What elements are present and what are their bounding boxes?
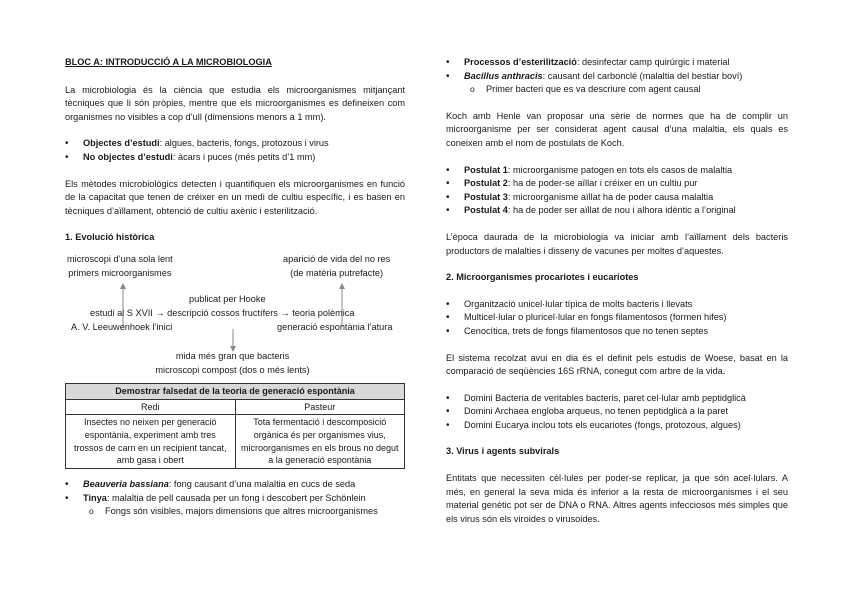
top-list bbox=[446, 56, 788, 97]
spontaneous-generation-table bbox=[65, 383, 405, 469]
virus-paragraph: Entitats que necessiten cèl·lules per poder-se replicar, ja que són acel·lulars. A més, en general la seva mida és inferior a la resta de microorganismes i el seu material genètic pot ser de DNA o RNA. Altres agents infecciosos més simples que els virus són els viroides o virusoides. bbox=[446, 473, 788, 524]
domains-list bbox=[446, 392, 788, 433]
table-caption: Demostrar falsedat de la teoria de generació espontània bbox=[66, 383, 405, 399]
diagram-node-generation-stop: generació espontània l’atura bbox=[277, 321, 393, 332]
sub-list-item: o Fongs són visibles, majors dimensions que altres microorganismes bbox=[65, 505, 405, 519]
list-item: • Processos d’esterilització: desinfectar camp quirúrgic i material bbox=[446, 56, 788, 70]
list-item: • Domini Bacteria de veritables bacteris, paret cel·lular amb peptidglicà bbox=[446, 392, 788, 406]
table-header-pasteur: Pasteur bbox=[235, 399, 405, 415]
woese-paragraph: El sistema recolzat avui en dia és el definit pels estudis de Woese, basat en la comparació de seqüències 16S rRNA, conegut com arbre de la vida. bbox=[446, 352, 788, 377]
diagram-node-spontaneous: aparició de vida del no res (de matèria putrefacte) bbox=[283, 253, 391, 278]
list-item: • Beauveria bassiana: fong causant d’una malaltia en cucs de seda bbox=[65, 478, 405, 492]
diagram-node-leeuwenhoek: A. V. Leeuwenhoek l’inici bbox=[71, 321, 173, 332]
table-cell-pasteur: Tota fermentació i descomposició orgànica és per organismes vius, microorganismes en els brous no degut a la generació espontània bbox=[235, 415, 405, 469]
list-item: • Cenocítica, trets de fongs filamentosos que no tenen septes bbox=[446, 325, 788, 339]
diagram-node-compound: mida més gran que bacteris microscopi compost (dos o més lents) bbox=[155, 350, 310, 375]
diagram-node-single-lens: microscopi d’una sola lent primers microorganismes bbox=[67, 253, 173, 278]
list-item: • Organització unicel·lular típica de molts bacteris i llevats bbox=[446, 298, 788, 312]
section-heading-virus: 3. Virus i agents subvirals bbox=[446, 446, 560, 457]
golden-age-paragraph: L’època daurada de la microbiologia va iniciar amb l’aïllament dels bacteris productors de malalties i disseny de vacunes per moltes d’aquestes. bbox=[446, 231, 788, 256]
page-title: BLOC A: INTRODUCCIÓ A LA MICROBIOLOGIA bbox=[65, 57, 272, 67]
table-header-redi: Redi bbox=[66, 399, 236, 415]
list-item: • Domini Archaea engloba arqueus, no tenen peptidglicà a la paret bbox=[446, 405, 788, 419]
objects-list bbox=[65, 137, 405, 164]
list-item: • No objectes d’estudi: àcars i puces (més petits d’1 mm) bbox=[65, 151, 405, 165]
list-item: • Objectes d’estudi: algues, bacteris, fongs, protozous i virus bbox=[65, 137, 405, 151]
diagram-node-hooke: publicat per Hooke bbox=[189, 293, 266, 304]
postulates-list bbox=[446, 164, 788, 218]
methods-paragraph: Els mètodes microbiològics detecten i quantifiquen els microorganismes en funció de la capacitat que tenen de créixer en un medi de cultiu específic, i es basen en tècniques d’aïllament, obtenció de cultiu axènic i esterilització. bbox=[65, 178, 405, 216]
history-diagram bbox=[65, 253, 405, 383]
list-item: • Postulat 2: ha de poder-se aïllar i créixer en un cultiu pur bbox=[446, 177, 788, 191]
section-heading-organisms: 2. Microorganismes procariotes i eucariotes bbox=[446, 272, 639, 283]
sub-list bbox=[65, 505, 405, 519]
bottom-list bbox=[65, 478, 405, 519]
intro-paragraph: La microbiologia és la ciència que estudia els microorganismes mitjançant tècniques que li són pròpies, mentre que els microorganismes es defineixen com organismes no visibles a cop d’ull (dimensions menors a 1 mm). bbox=[65, 84, 405, 122]
list-item: • Tinya: malaltia de pell causada per un fong i descobert per Schönlein o Fongs són visibles, majors dimensions que altres microorganismes bbox=[65, 492, 405, 519]
organisms-list bbox=[446, 298, 788, 339]
table-cell-redi: Insectes no neixen per generació espontània, experiment amb tres trossos de carn en un recipient tancat, amb gasa i obert bbox=[66, 415, 236, 469]
diagram-main-line: estudi al S XVII → descripció cossos fructífers → teoria polèmica bbox=[90, 307, 355, 318]
right-column bbox=[446, 56, 788, 526]
section-heading-history: 1. Evolució històrica bbox=[65, 232, 155, 243]
list-item: • Multicel·lular o pluricel·lular en fongs filamentosos (formen hifes) bbox=[446, 311, 788, 325]
sub-list bbox=[446, 83, 788, 97]
list-item: • Domini Eucarya inclou tots els eucariotes (fongs, protozous, algues) bbox=[446, 419, 788, 433]
list-item: • Bacillus anthracis: causant del carbonclé (malaltia del bestiar boví) o Primer bacteri que es va descriure com agent causal bbox=[446, 70, 788, 97]
koch-paragraph: Koch amb Henle van proposar una sèrie de normes que ha de complir un microorganisme per ser considerat agent causal d’una malaltia, els quals es coneixen amb el nom de postulats de Koch. bbox=[446, 110, 788, 148]
left-column bbox=[65, 56, 405, 519]
sub-list-item: o Primer bacteri que es va descriure com agent causal bbox=[446, 83, 788, 97]
list-item: • Postulat 4: ha de poder ser aïllat de nou i alhora idèntic a l’original bbox=[446, 204, 788, 218]
list-item: • Postulat 1: microorganisme patogen en tots els casos de malaltia bbox=[446, 164, 788, 178]
list-item: • Postulat 3: microorganisme aïllat ha de poder causa malaltia bbox=[446, 191, 788, 205]
